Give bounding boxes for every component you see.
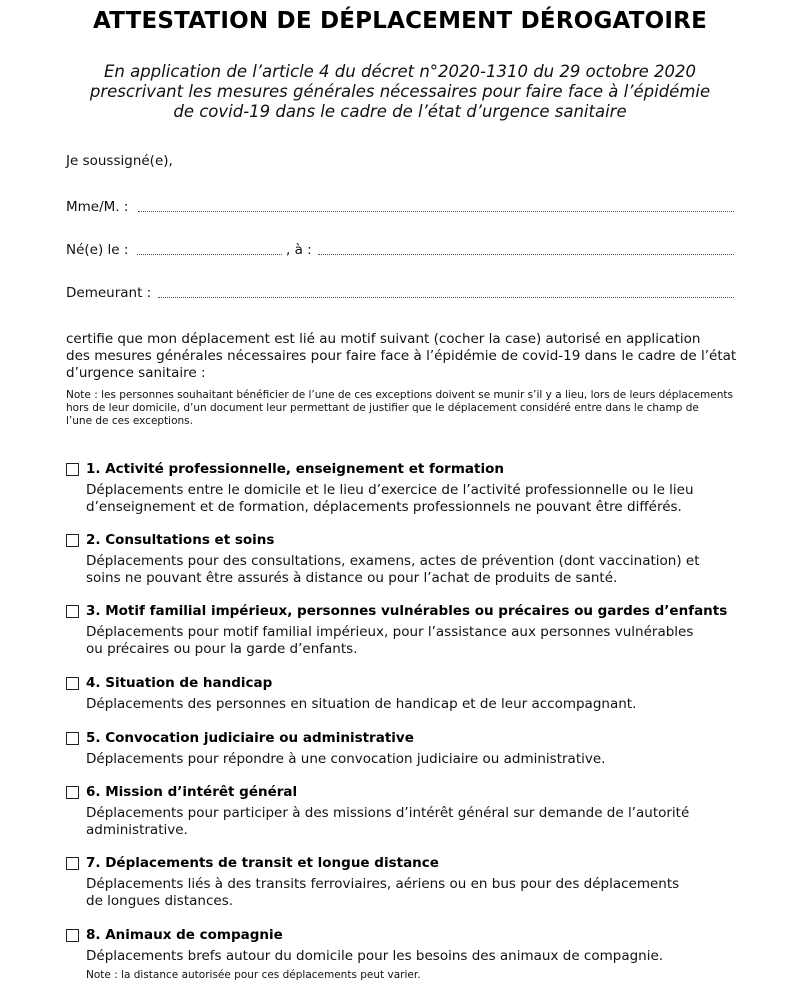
reason-description [86, 948, 663, 965]
reason-checkbox[interactable] [66, 605, 79, 618]
reason-description-line: de longues distances. [86, 893, 234, 909]
reason-description-line: ou précaires ou pour la garde d’enfants. [86, 641, 358, 657]
reason-checkbox[interactable] [66, 677, 79, 690]
certification-line: certifie que mon déplacement est lié au motif suivant (cocher la case) autorisé en application [66, 331, 701, 347]
reason-description-line: Déplacements pour répondre à une convocation judiciaire ou administrative. [86, 751, 606, 767]
name-label: Mme/M. : [66, 199, 129, 215]
certification-line: d’urgence sanitaire : [66, 365, 206, 381]
legal-reference-line: de covid-19 dans le cadre de l’état d’urgence sanitaire [173, 102, 627, 121]
birth-date-field[interactable] [137, 254, 282, 255]
legal-reference-line: En application de l’article 4 du décret n°2020-1310 du 29 octobre 2020 [103, 62, 697, 81]
exceptions-note [66, 389, 746, 428]
reason-description-line: Déplacements pour motif familial impérieux, pour l’assistance aux personnes vulnérables [86, 624, 694, 640]
certification-text [66, 331, 746, 382]
document-title: ATTESTATION DE DÉPLACEMENT DÉROGATOIRE [92, 8, 707, 34]
intro-text: Je soussigné(e), [66, 153, 173, 169]
birth-place-field[interactable] [318, 254, 734, 255]
reason-description-line: d’enseignement et de formation, déplacements professionnels ne pouvant être différés. [86, 499, 682, 515]
reason-checkbox[interactable] [66, 463, 79, 476]
reason-description [86, 876, 679, 910]
reason-description [86, 553, 700, 587]
reason-description [86, 624, 693, 658]
legal-reference [0, 62, 800, 122]
reason-checkbox[interactable] [66, 534, 79, 547]
reason-note: Note : la distance autorisée pour ces déplacements peut varier. [86, 969, 421, 981]
reason-title: 7. Déplacements de transit et longue distance [86, 855, 439, 871]
reason-description-line: Déplacements pour participer à des missions d’intérêt général sur demande de l’autorité [86, 805, 690, 821]
reason-description [86, 805, 689, 839]
reason-description-line: Déplacements pour des consultations, examens, actes de prévention (dont vaccination) et [86, 553, 700, 569]
birth-place-label: , à : [286, 242, 312, 258]
reason-title: 6. Mission d’intérêt général [86, 784, 298, 800]
address-label: Demeurant : [66, 285, 152, 301]
reason-checkbox[interactable] [66, 857, 79, 870]
reason-description-line: Déplacements liés à des transits ferroviaires, aériens ou en bus pour des déplacements [86, 876, 680, 892]
reason-description-line: Déplacements entre le domicile et le lieu d’exercice de l’activité professionnelle ou le lieu [86, 482, 694, 498]
reason-description-line: Déplacements des personnes en situation de handicap et de leur accompagnant. [86, 696, 637, 712]
reason-checkbox[interactable] [66, 929, 79, 942]
reason-title: 1. Activité professionnelle, enseignement et formation [86, 461, 504, 477]
note-line: l’une de ces exceptions. [66, 415, 193, 427]
reason-title: 3. Motif familial impérieux, personnes vulnérables ou précaires ou gardes d’enfants [86, 603, 728, 619]
reason-description-line: administrative. [86, 822, 188, 838]
note-line: Note : les personnes souhaitant bénéficier de l’une de ces exceptions doivent se munir s’il y a lieu, lors de leurs déplacements [66, 389, 733, 401]
reason-description [86, 482, 694, 516]
reason-description-line: soins ne pouvant être assurés à distance ou pour l’achat de produits de santé. [86, 570, 618, 586]
note-line: hors de leur domicile, d’un document leur permettant de justifier que le déplacement considéré entre dans le champ de [66, 402, 699, 414]
reason-description [86, 751, 605, 768]
birth-date-label: Né(e) le : [66, 242, 129, 258]
reason-description [86, 696, 636, 713]
legal-reference-line: prescrivant les mesures générales nécessaires pour faire face à l’épidémie [89, 82, 711, 101]
reason-title: 4. Situation de handicap [86, 675, 273, 691]
reason-title: 5. Convocation judiciaire ou administrative [86, 730, 414, 746]
reason-description-line: Déplacements brefs autour du domicile pour les besoins des animaux de compagnie. [86, 948, 664, 964]
reason-title: 2. Consultations et soins [86, 532, 275, 548]
certification-line: des mesures générales nécessaires pour faire face à l’épidémie de covid-19 dans le cadre de l’état [66, 348, 737, 364]
reason-checkbox[interactable] [66, 732, 79, 745]
address-field[interactable] [158, 297, 734, 298]
name-field[interactable] [138, 211, 734, 212]
reason-checkbox[interactable] [66, 786, 79, 799]
reason-title: 8. Animaux de compagnie [86, 927, 283, 943]
